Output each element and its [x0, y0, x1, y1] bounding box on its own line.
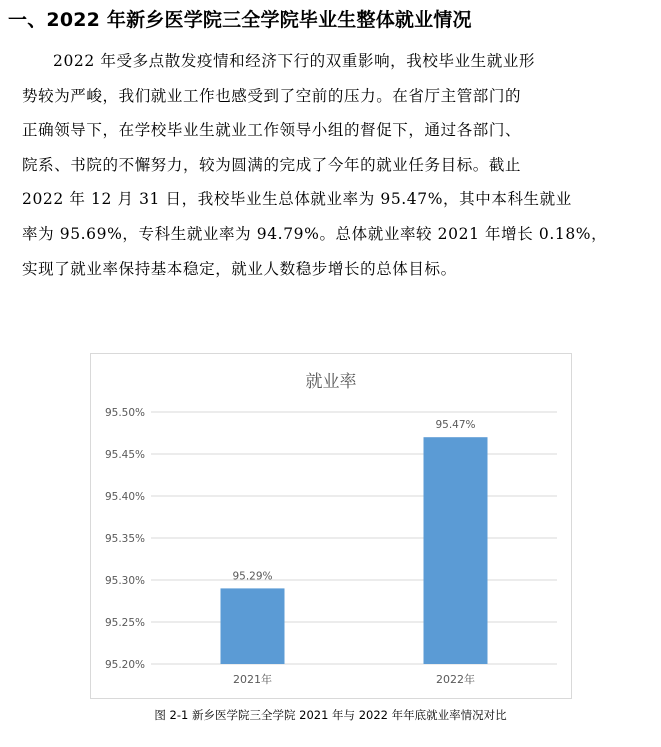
y-tick-label: 95.45%	[104, 449, 145, 461]
y-tick-label: 95.35%	[104, 533, 145, 545]
x-tick-label: 2022年	[436, 673, 475, 686]
x-tick-label: 2021年	[233, 673, 272, 686]
paragraph-line: 2022 年 12 月 31 日，我校毕业生总体就业率为 95.47%，其中本科生就业	[22, 190, 572, 209]
paragraph-line: 实现了就业率保持基本稳定，就业人数稳步增长的总体目标。	[22, 259, 457, 278]
paragraph-line: 2022 年受多点散发疫情和经济下行的双重影响，我校毕业生就业形	[53, 52, 536, 70]
y-tick-label: 95.20%	[104, 659, 145, 671]
data-label: 95.47%	[435, 419, 476, 432]
paragraph-line: 率为 95.69%，专科生就业率为 94.79%。总体就业率较 2021 年增长 0.18%，	[22, 224, 608, 243]
bar-2	[424, 437, 488, 664]
employment-rate-chart	[90, 353, 572, 699]
paragraph-line: 正确领导下，在学校毕业生就业工作领导小组的督促下，通过各部门、	[22, 121, 522, 140]
bar-1	[221, 588, 285, 664]
section-heading: 一、2022 年新乡医学院三全学院毕业生整体就业情况	[8, 9, 472, 31]
body-paragraph	[22, 44, 647, 286]
chart-canvas	[91, 354, 571, 698]
y-tick-label: 95.40%	[104, 491, 145, 503]
y-tick-label: 95.30%	[104, 575, 145, 587]
paragraph-line: 势较为严峻，我们就业工作也感受到了空前的压力。在省厅主管部门的	[22, 86, 522, 105]
chart-title: 就业率	[305, 372, 357, 392]
figure-caption: 图 2-1 新乡医学院三全学院 2021 年与 2022 年年底就业率情况对比	[154, 708, 507, 722]
paragraph-line: 院系、书院的不懈努力，较为圆满的完成了今年的就业任务目标。截止	[22, 155, 522, 174]
data-label: 95.29%	[232, 570, 273, 583]
y-tick-label: 95.50%	[104, 407, 145, 419]
y-tick-label: 95.25%	[104, 617, 145, 629]
